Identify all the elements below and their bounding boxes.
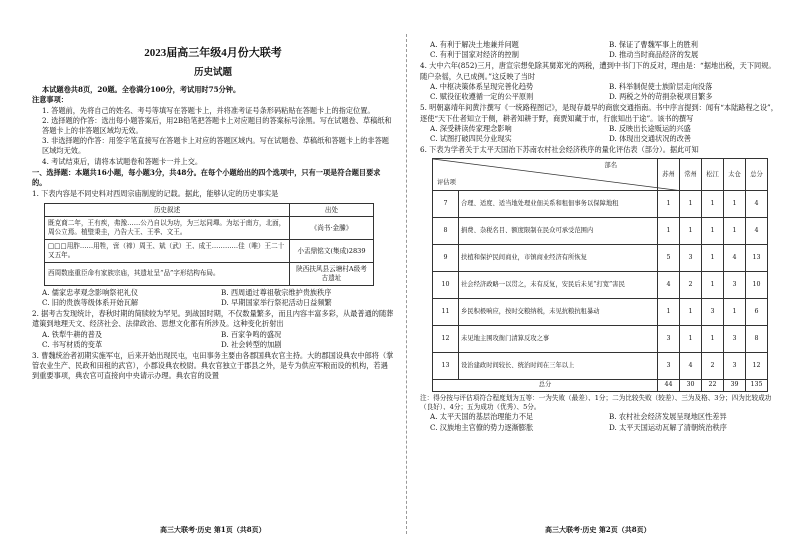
option-c[interactable]: C. 汉族地主官僚的势力逐渐膨胀 — [430, 422, 534, 432]
option-a[interactable]: A. 儒家忠孝观念影响祭祀礼仪 — [42, 287, 139, 297]
option-a[interactable]: A. 深受耕读传家理念影响 — [430, 123, 512, 133]
option-d[interactable]: D. 早期国家举行祭祀活动日益频繁 — [221, 297, 332, 307]
question-4-options — [420, 82, 782, 102]
score-cell: 5 — [658, 245, 680, 272]
total-cell: 30 — [680, 380, 702, 391]
question-1-table — [44, 203, 374, 286]
option-c[interactable]: C. 书写材质的变革 — [42, 339, 103, 349]
score-cell: 3 — [724, 272, 746, 299]
option-b[interactable]: B. 反映出长途贩运的兴盛 — [609, 123, 691, 133]
question-6-stem: 6. 下表为学者关于太平天国治下苏南农村社会经济秩序的量化评估表（部分）。据此可知 — [420, 145, 699, 155]
section-heading: 一、选择题：本题共16小题，每小题3分，共48分。在每个小题给出的四个选项中，只有一项是符合题目要求的。 — [32, 167, 381, 188]
table-row — [433, 245, 768, 272]
exam-subtitle: 历史试题 — [193, 66, 232, 78]
table-row — [433, 218, 768, 245]
footer-page-2: 高三大联考·历史 第2页（共8页） — [545, 525, 651, 534]
score-cell: 1 — [680, 326, 702, 353]
corner-top-label: 部名 — [604, 162, 617, 170]
score-cell: 1 — [680, 191, 702, 218]
notice-item: 3. 非选择题的作答：用签字笔直接写在答题卡上对应的答题区域内。写在试题卷、草稿纸和答题卡上的非答题区域均无效。 — [42, 136, 389, 156]
evaluation-item: 捐费、杂税名目、额度限制在民众可承受范围内 — [459, 218, 658, 245]
table-header: 太仓 — [724, 159, 746, 191]
option-c[interactable]: C. 赋役征收遵循一定的公平原则 — [430, 92, 534, 102]
table-header: 出处 — [290, 203, 374, 217]
row-number: 9 — [433, 245, 459, 272]
option-b[interactable]: B. 保证了曹魏军事上的胜利 — [609, 40, 698, 49]
question-3-stem: 3. 曹魏统治者初期实施军屯，后来开始出现民屯，屯田事务主要由各郡国典农官主持。大的郡国设典农中郎将（掌管农业生产、民政和田租的武官），小郡设典农校尉。典农官独立于郡县之外，是专为供应军粮而设的机构，若遇到重要事项，典农官可直接向中央请示办理。典农官的设置 — [32, 351, 394, 381]
total-cell: 39 — [724, 380, 746, 391]
option-a[interactable]: A. 有利于解决土地兼并问题 — [430, 40, 519, 49]
score-cell: 1 — [724, 191, 746, 218]
table-header: 松江 — [702, 159, 724, 191]
table-header: 总分 — [746, 159, 768, 191]
total-cell: 44 — [658, 380, 680, 391]
question-4-stem: 4. 大中六年(852)三月，唐宣宗想免除其舅郑光的两税，遭到中书门下的反对，理由是：“据地出税，天下同规。随户杂徭，久已成例。”这反映了当时 — [420, 61, 776, 81]
score-cell: 1 — [702, 326, 724, 353]
question-6-options — [420, 412, 782, 432]
score-cell: 12 — [746, 353, 768, 380]
table-cell: 小盂鼎铭文(集成)2839 — [290, 240, 374, 263]
score-cell: 8 — [746, 326, 768, 353]
score-cell: 4 — [746, 191, 768, 218]
table-corner-header — [433, 159, 658, 191]
evaluation-item: 社会经济政略一以贯之，未有反复，安民后未见“打宽”害民 — [459, 272, 658, 299]
footer-page-1: 高三大联考·历史 第1页（共8页） — [160, 525, 266, 534]
table-row — [433, 272, 768, 299]
corner-bottom-label: 评估项 — [437, 179, 456, 187]
notice-heading: 注意事项： — [32, 95, 68, 105]
table-total-row — [433, 380, 768, 391]
option-d[interactable]: D. 推动当时商品经济的发展 — [609, 50, 699, 60]
row-number: 8 — [433, 218, 459, 245]
score-cell: 13 — [746, 245, 768, 272]
option-d[interactable]: D. 太平天国运动瓦解了清朝统治秩序 — [609, 422, 727, 432]
table-row — [45, 217, 374, 240]
table-row — [433, 326, 768, 353]
total-cell: 135 — [746, 380, 768, 391]
score-cell: 1 — [702, 218, 724, 245]
score-cell: 4 — [746, 218, 768, 245]
score-cell: 1 — [702, 191, 724, 218]
table-row — [433, 299, 768, 326]
question-2-stem: 2. 据考古发现统计，春秋时期的简牍较为罕见。到战国时期，不仅数量繁多，而且内容丰富多彩，从最普通的随葬遣策到地理天文、经济社会、法律政治、思想文化都有所涉及。这种变化折射出 — [32, 309, 394, 329]
question-5-stem: 5. 明朝嘉靖年间黄汴撰写《一统路程图记》，是现存最早的商旅交通指南。书中序言提到：闻有“本陆路程之设”，逐使“天下仕者知立于侧，耕者知耕于野，商贾知藏于市，行旅知出于途”。该书的撰写 — [420, 103, 778, 123]
question-1-stem: 1. 下表内容是不同史料对西周宗庙制度的记载。据此，能够认定的历史事实是 — [32, 189, 279, 199]
question-3-options — [420, 40, 782, 60]
score-cell: 4 — [680, 353, 702, 380]
score-cell: 1 — [680, 218, 702, 245]
table-cell: 既克商二年，王有疾，弗豫……公乃自以为功，为三坛同墠。为坛于南方，北面，周公立焉。植璧秉圭，乃告大王、王季、文王。 — [45, 217, 290, 240]
total-label: 总分 — [433, 380, 658, 391]
score-cell: 2 — [680, 272, 702, 299]
option-c[interactable]: C. 旧的贵族等级体系开始瓦解 — [42, 297, 139, 307]
question-5-options — [420, 124, 782, 144]
notice-item: 1. 答题前，先将自己的姓名、考号等填写在答题卡上，并将准考证号条形码粘贴在答题卡上的指定位置。 — [42, 105, 375, 115]
score-cell: 1 — [702, 245, 724, 272]
diagonal-line — [433, 159, 683, 191]
evaluation-item: 乡民积极响应，按时交粮纳税，未见抗粮抗租暴动 — [459, 299, 658, 326]
option-b[interactable]: B. 科举制促使士族阶层走向没落 — [609, 81, 713, 91]
row-number: 10 — [433, 272, 459, 299]
option-c[interactable]: C. 试图打破四民分业现实 — [430, 133, 512, 143]
total-cell: 22 — [702, 380, 724, 391]
option-a[interactable]: A. 铁犁牛耕的普及 — [42, 329, 103, 339]
option-a[interactable]: A. 中枢决策体系呈现完善化趋势 — [430, 81, 534, 91]
score-cell: 3 — [658, 353, 680, 380]
left-column — [32, 40, 394, 382]
option-d[interactable]: D. 两税之外的苛捐杂税项目繁多 — [609, 92, 713, 102]
score-cell: 1 — [658, 299, 680, 326]
question-2-options — [32, 330, 394, 350]
score-cell: 3 — [724, 353, 746, 380]
row-number: 12 — [433, 326, 459, 353]
row-number: 13 — [433, 353, 459, 380]
right-column — [420, 40, 782, 433]
evaluation-item: 未见地主围攻衙门清算反攻之事 — [459, 326, 658, 353]
table-row — [45, 240, 374, 263]
score-cell: 6 — [746, 299, 768, 326]
table-header: 常州 — [680, 159, 702, 191]
score-cell: 1 — [702, 272, 724, 299]
option-a[interactable]: A. 太平天国的基层治理能力不足 — [430, 412, 534, 422]
score-cell: 3 — [724, 326, 746, 353]
table-row — [45, 262, 374, 285]
score-cell: 4 — [724, 245, 746, 272]
option-b[interactable]: B. 百家争鸣的盛况 — [221, 329, 282, 339]
score-cell: 1 — [658, 191, 680, 218]
row-number: 7 — [433, 191, 459, 218]
notice-item: 4. 考试结束后，请将本试题卷和答题卡一并上交。 — [42, 156, 203, 166]
question-6-table — [432, 158, 768, 391]
question-1-options — [32, 288, 394, 308]
table-row — [433, 353, 768, 380]
table-cell: □□□用胙……用牲，啻（禘）周王、斌（武）王、成王…………佳（唯）王二十又五年。 — [45, 240, 290, 263]
page-divider — [406, 34, 407, 534]
exam-intro: 本试题卷共8页，20题。全卷满分100分，考试用时75分钟。 — [42, 85, 241, 95]
score-cell: 1 — [724, 299, 746, 326]
row-number: 11 — [433, 299, 459, 326]
score-cell: 10 — [746, 272, 768, 299]
exam-title: 2023届高三年级4月份大联考 — [144, 47, 282, 59]
evaluation-item: 扶植和保护民间商业，市镇商业经济有所恢复 — [459, 245, 658, 272]
score-cell: 3 — [658, 326, 680, 353]
notice-item: 2. 选择题的作答：选出每小题答案后，用2B铅笔把答题卡上对应题目的答案标号涂黑。写在试题卷、草稿纸和答题卡上的非答题区域均无效。 — [42, 115, 392, 135]
score-cell: 2 — [702, 353, 724, 380]
score-cell: 1 — [724, 218, 746, 245]
table-header: 历史叙述 — [45, 203, 290, 217]
option-b[interactable]: B. 农村社会经济发展呈现地区性差异 — [609, 412, 727, 422]
score-cell: 4 — [658, 272, 680, 299]
evaluation-item: 合理、适度、适当地处理业佃关系和租佃事务以保障地租 — [459, 191, 658, 218]
evaluation-item: 设治建政时间较长、统治时间在三年以上 — [459, 353, 658, 380]
score-cell: 1 — [680, 299, 702, 326]
table-cell: 《尚书·金縢》 — [290, 217, 374, 240]
score-cell: 3 — [680, 245, 702, 272]
table-cell: 西周数座重臣命有家族宗庙，其遗址呈“品”字形结构布局。 — [45, 262, 290, 285]
option-c[interactable]: C. 有利于国家对经济的控制 — [430, 50, 519, 60]
option-d[interactable]: D. 社会转型的加剧 — [221, 339, 282, 349]
table-note: 注：得分按与评估项符合程度划为五等：一为失败（最差）、1分；二为比较失败（较差）、三为及格、3分；四为比较成功（良好）、4分；五为成功（优秀）、5分。 — [420, 393, 772, 411]
score-cell: 1 — [658, 218, 680, 245]
table-header: 苏州 — [658, 159, 680, 191]
table-cell: 陕西扶风县云塘村A级考古遗址 — [290, 262, 374, 285]
score-cell: 3 — [702, 299, 724, 326]
option-d[interactable]: D. 体现出交通状况的改善 — [609, 133, 691, 143]
option-b[interactable]: B. 西周通过尊祖敬宗维护贵族秩序 — [221, 287, 332, 297]
table-row — [433, 191, 768, 218]
